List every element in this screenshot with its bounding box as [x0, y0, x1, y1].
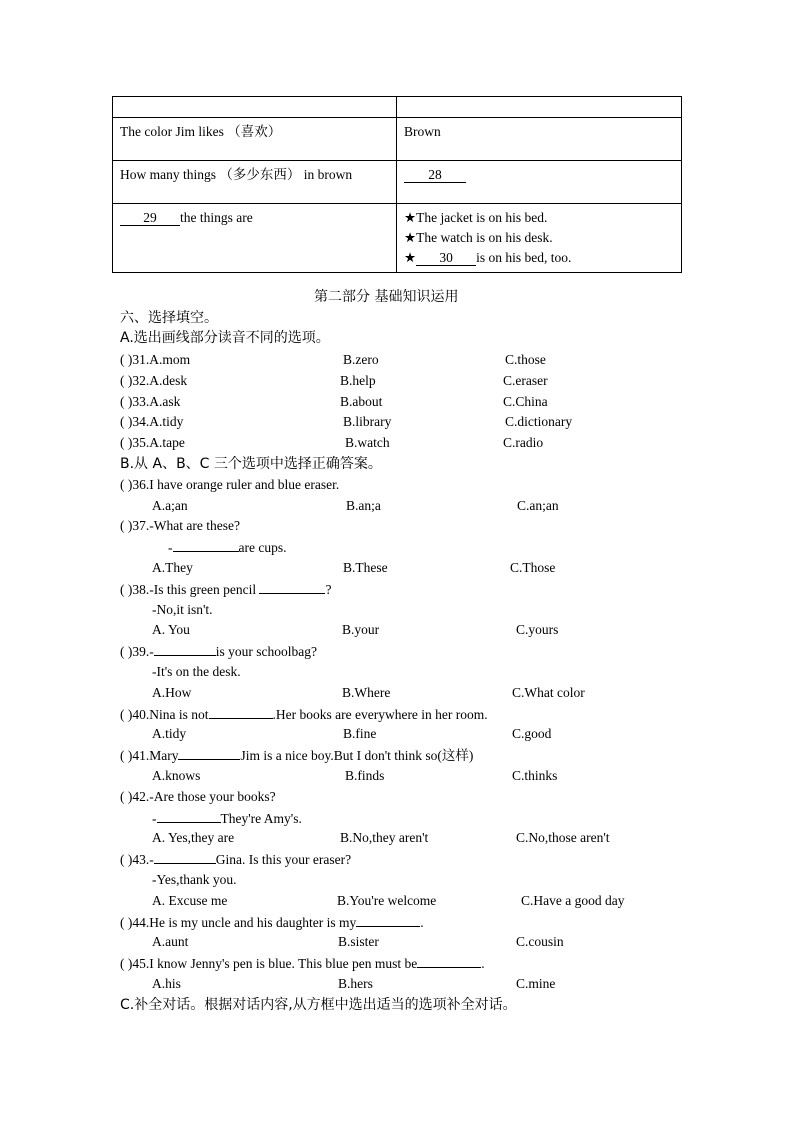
option-b: B.finds: [345, 768, 385, 783]
answer-blank-28[interactable]: 28: [404, 167, 466, 183]
option-b: B.sister: [338, 934, 379, 949]
table-cell: [113, 204, 397, 273]
table-row: [113, 204, 682, 273]
section-heading: 六、选择填空。: [120, 310, 218, 326]
question-37: ( )37.-What are these?: [120, 518, 240, 533]
answer-blank[interactable]: [178, 746, 240, 760]
option-b: B.hers: [338, 976, 373, 991]
option-b: B.about: [340, 394, 383, 409]
label-en: The color Jim likes: [120, 124, 224, 139]
option-c: C.thinks: [512, 768, 558, 783]
option-c: C.China: [503, 394, 548, 409]
page-title: 第二部分 基础知识运用: [314, 289, 459, 305]
option-c: C.mine: [516, 976, 556, 991]
question-37-reply: - are cups.: [168, 540, 287, 555]
option-c: C.dictionary: [505, 414, 573, 429]
option-c: C.an;an: [517, 498, 559, 513]
option-c: C.What color: [512, 685, 585, 700]
table-cell: [397, 161, 682, 204]
answer-blank[interactable]: [259, 580, 325, 594]
label-cn: （多少东西）: [219, 167, 301, 183]
label-tail: is on his bed, too.: [476, 250, 572, 265]
option-a: A.How: [152, 685, 192, 700]
option-a: A.his: [152, 976, 181, 991]
question-38-reply: -No,it isn't.: [152, 602, 213, 617]
info-table: [112, 96, 682, 273]
label-tail: the things are: [180, 210, 253, 225]
option-a: A.aunt: [152, 934, 189, 949]
question-39-reply: -It's on the desk.: [152, 664, 241, 679]
option-b: B.library: [343, 414, 392, 429]
question-43: ( )43.- Gina. Is this your eraser?: [120, 852, 352, 867]
option-a: A. Yes,they are: [152, 830, 235, 845]
option-b: B.an;a: [346, 498, 381, 513]
option-c: C.radio: [503, 435, 544, 450]
answer-blank[interactable]: [154, 850, 216, 864]
option-b: B.your: [342, 622, 380, 637]
option-c: C.those: [505, 352, 546, 367]
table-cell: [113, 97, 397, 118]
table-row: [113, 97, 682, 118]
list-item: ★The watch is on his desk.: [404, 230, 553, 245]
option-a: A. Excuse me: [152, 893, 228, 908]
question-32: ( )32.A.desk: [120, 373, 188, 388]
list-item: ★The jacket is on his bed.: [404, 210, 548, 225]
option-c: C.Those: [510, 560, 556, 575]
option-b: B.You're welcome: [337, 893, 437, 908]
table-cell: Brown: [397, 118, 682, 161]
question-44: ( )44.He is my uncle and his daughter is my .: [120, 915, 424, 930]
option-b: B.fine: [343, 726, 377, 741]
section-heading: B.从 A、B、C 三个选项中选择正确答案。: [120, 456, 382, 472]
option-c: C.eraser: [503, 373, 548, 388]
option-b: B.Where: [342, 685, 391, 700]
answer-blank-30[interactable]: 30: [416, 250, 476, 266]
section-heading: C.补全对话。根据对话内容,从方框中选出适当的选项补全对话。: [120, 997, 517, 1013]
answer-blank[interactable]: [157, 809, 221, 823]
question-36: ( )36.I have orange ruler and blue eraser.: [120, 477, 340, 492]
question-35: ( )35.A.tape: [120, 435, 185, 450]
question-33: ( )33.A.ask: [120, 394, 181, 409]
question-40: ( )40.Nina is not .Her books are everywhere in her room.: [120, 707, 488, 722]
answer-blank[interactable]: [417, 954, 481, 968]
option-a: A.a;an: [152, 498, 188, 513]
label-cn: （喜欢）: [227, 124, 282, 140]
question-39: ( )39.- is your schoolbag?: [120, 644, 317, 659]
question-45: ( )45.I know Jenny's pen is blue. This blue pen must be .: [120, 956, 485, 971]
table-cell: [397, 204, 682, 273]
question-34: ( )34.A.tidy: [120, 414, 184, 429]
option-b: B.zero: [343, 352, 379, 367]
option-a: A.tidy: [152, 726, 187, 741]
question-31: ( )31.A.mom: [120, 352, 191, 367]
option-b: B.No,they aren't: [340, 830, 429, 845]
option-c: C.yours: [516, 622, 559, 637]
question-42: ( )42.-Are those your books?: [120, 789, 276, 804]
option-c: C.No,those aren't: [516, 830, 610, 845]
section-heading: A.选出画线部分读音不同的选项。: [120, 330, 330, 346]
option-a: A.knows: [152, 768, 201, 783]
table-cell: [113, 118, 397, 161]
question-41: ( )41.Mary Jim is a nice boy.But I don't think so(这样): [120, 748, 474, 763]
option-b: B.watch: [345, 435, 390, 450]
label-tail: in brown: [303, 167, 353, 182]
table-cell: [113, 161, 397, 204]
question-38: ( )38.-Is this green pencil ?: [120, 582, 332, 597]
question-43-reply: -Yes,thank you.: [152, 872, 237, 887]
table-cell: [397, 97, 682, 118]
option-b: B.help: [340, 373, 376, 388]
label-en: How many things: [120, 167, 216, 182]
table-row: [113, 161, 682, 204]
option-a: A. You: [152, 622, 190, 637]
option-c: C.good: [512, 726, 552, 741]
table-row: [113, 118, 682, 161]
answer-blank[interactable]: [356, 913, 420, 927]
answer-blank[interactable]: [173, 538, 239, 552]
option-b: B.These: [343, 560, 388, 575]
option-c: C.Have a good day: [521, 893, 625, 908]
star-icon: ★: [404, 250, 417, 265]
answer-blank-29[interactable]: 29: [120, 210, 180, 226]
answer-blank[interactable]: [209, 705, 273, 719]
list-item: [404, 248, 674, 268]
option-a: A.They: [152, 560, 193, 575]
question-42-reply: - They're Amy's.: [152, 811, 302, 826]
answer-blank[interactable]: [154, 642, 216, 656]
option-c: C.cousin: [516, 934, 564, 949]
